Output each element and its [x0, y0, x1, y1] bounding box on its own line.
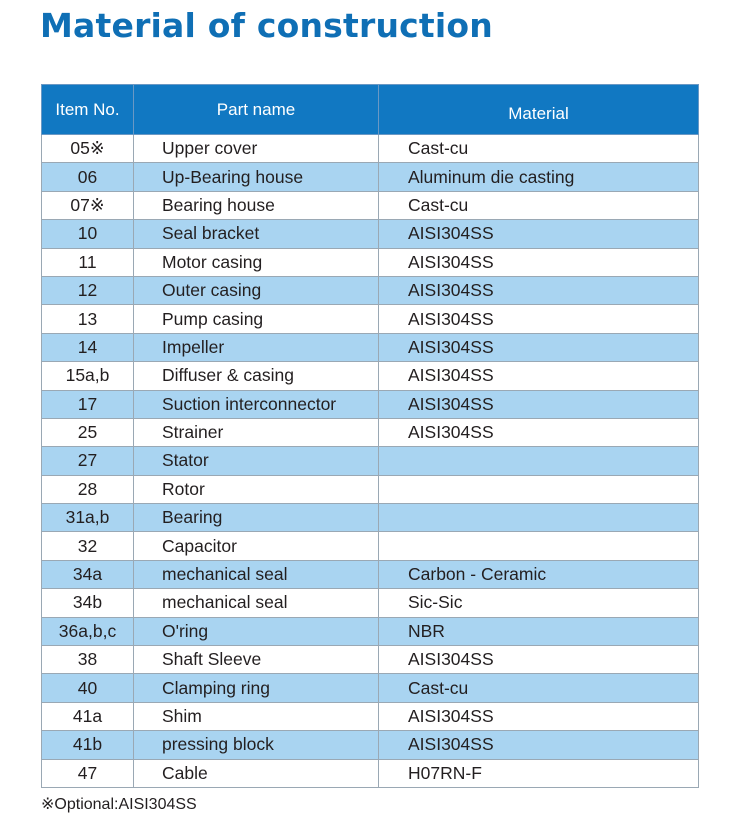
table-row	[42, 333, 699, 361]
cell-material: Cast-cu	[379, 674, 699, 702]
cell-part-name: Upper cover	[134, 135, 379, 163]
table-row	[42, 163, 699, 191]
cell-material: Aluminum die casting	[379, 163, 699, 191]
cell-material: AISI304SS	[379, 276, 699, 304]
cell-item-no: 41a	[42, 702, 134, 730]
table-row	[42, 731, 699, 759]
cell-material: AISI304SS	[379, 220, 699, 248]
cell-material: AISI304SS	[379, 418, 699, 446]
table-row	[42, 390, 699, 418]
cell-part-name: mechanical seal	[134, 589, 379, 617]
cell-material	[379, 532, 699, 560]
cell-material: AISI304SS	[379, 248, 699, 276]
cell-part-name: Bearing	[134, 504, 379, 532]
cell-item-no: 05※	[42, 135, 134, 163]
cell-part-name: Pump casing	[134, 305, 379, 333]
cell-part-name: Shaft Sleeve	[134, 646, 379, 674]
table-row	[42, 362, 699, 390]
header-part-name: Part name	[134, 85, 379, 135]
table-row	[42, 504, 699, 532]
cell-item-no: 32	[42, 532, 134, 560]
table-row	[42, 759, 699, 787]
cell-item-no: 10	[42, 220, 134, 248]
cell-item-no: 14	[42, 333, 134, 361]
cell-part-name: Strainer	[134, 418, 379, 446]
footnote: ※Optional:AISI304SS	[41, 796, 197, 813]
cell-part-name: Bearing house	[134, 191, 379, 219]
header-item-no: Item No.	[42, 85, 134, 135]
cell-part-name: Stator	[134, 447, 379, 475]
cell-material: Carbon - Ceramic	[379, 560, 699, 588]
cell-item-no: 17	[42, 390, 134, 418]
cell-part-name: Up-Bearing house	[134, 163, 379, 191]
table-row	[42, 305, 699, 333]
cell-part-name: Impeller	[134, 333, 379, 361]
materials-table	[41, 84, 699, 788]
cell-material: AISI304SS	[379, 333, 699, 361]
table-row	[42, 532, 699, 560]
table-row	[42, 646, 699, 674]
cell-item-no: 47	[42, 759, 134, 787]
cell-part-name: Shim	[134, 702, 379, 730]
cell-item-no: 34a	[42, 560, 134, 588]
cell-part-name: mechanical seal	[134, 560, 379, 588]
table-row	[42, 447, 699, 475]
cell-part-name: Seal bracket	[134, 220, 379, 248]
table-row	[42, 589, 699, 617]
cell-item-no: 40	[42, 674, 134, 702]
cell-item-no: 41b	[42, 731, 134, 759]
cell-item-no: 28	[42, 475, 134, 503]
cell-part-name: Diffuser & casing	[134, 362, 379, 390]
cell-item-no: 07※	[42, 191, 134, 219]
cell-material: AISI304SS	[379, 702, 699, 730]
cell-material: AISI304SS	[379, 305, 699, 333]
cell-item-no: 31a,b	[42, 504, 134, 532]
cell-material	[379, 504, 699, 532]
table-row	[42, 702, 699, 730]
table-row	[42, 617, 699, 645]
cell-part-name: Capacitor	[134, 532, 379, 560]
table-row	[42, 475, 699, 503]
page-title: Material of construction	[40, 6, 493, 45]
cell-material: NBR	[379, 617, 699, 645]
table-row	[42, 220, 699, 248]
header-material: Material	[379, 85, 699, 135]
cell-part-name: O'ring	[134, 617, 379, 645]
table-row	[42, 191, 699, 219]
cell-item-no: 11	[42, 248, 134, 276]
cell-part-name: Cable	[134, 759, 379, 787]
table-row	[42, 276, 699, 304]
table-row	[42, 248, 699, 276]
table-row	[42, 135, 699, 163]
cell-part-name: Rotor	[134, 475, 379, 503]
cell-part-name: Motor casing	[134, 248, 379, 276]
cell-material	[379, 447, 699, 475]
table-header-row	[42, 85, 699, 135]
cell-part-name: pressing block	[134, 731, 379, 759]
table-row	[42, 418, 699, 446]
cell-material: Cast-cu	[379, 191, 699, 219]
cell-item-no: 12	[42, 276, 134, 304]
cell-item-no: 15a,b	[42, 362, 134, 390]
cell-item-no: 13	[42, 305, 134, 333]
cell-item-no: 34b	[42, 589, 134, 617]
cell-material: AISI304SS	[379, 390, 699, 418]
cell-material: H07RN-F	[379, 759, 699, 787]
cell-item-no: 36a,b,c	[42, 617, 134, 645]
table-row	[42, 674, 699, 702]
cell-item-no: 25	[42, 418, 134, 446]
cell-material: AISI304SS	[379, 731, 699, 759]
cell-part-name: Outer casing	[134, 276, 379, 304]
cell-material: AISI304SS	[379, 362, 699, 390]
cell-item-no: 06	[42, 163, 134, 191]
cell-material: Sic-Sic	[379, 589, 699, 617]
cell-part-name: Suction interconnector	[134, 390, 379, 418]
table-row	[42, 560, 699, 588]
cell-material	[379, 475, 699, 503]
cell-item-no: 38	[42, 646, 134, 674]
cell-part-name: Clamping ring	[134, 674, 379, 702]
cell-material: Cast-cu	[379, 135, 699, 163]
cell-item-no: 27	[42, 447, 134, 475]
cell-material: AISI304SS	[379, 646, 699, 674]
